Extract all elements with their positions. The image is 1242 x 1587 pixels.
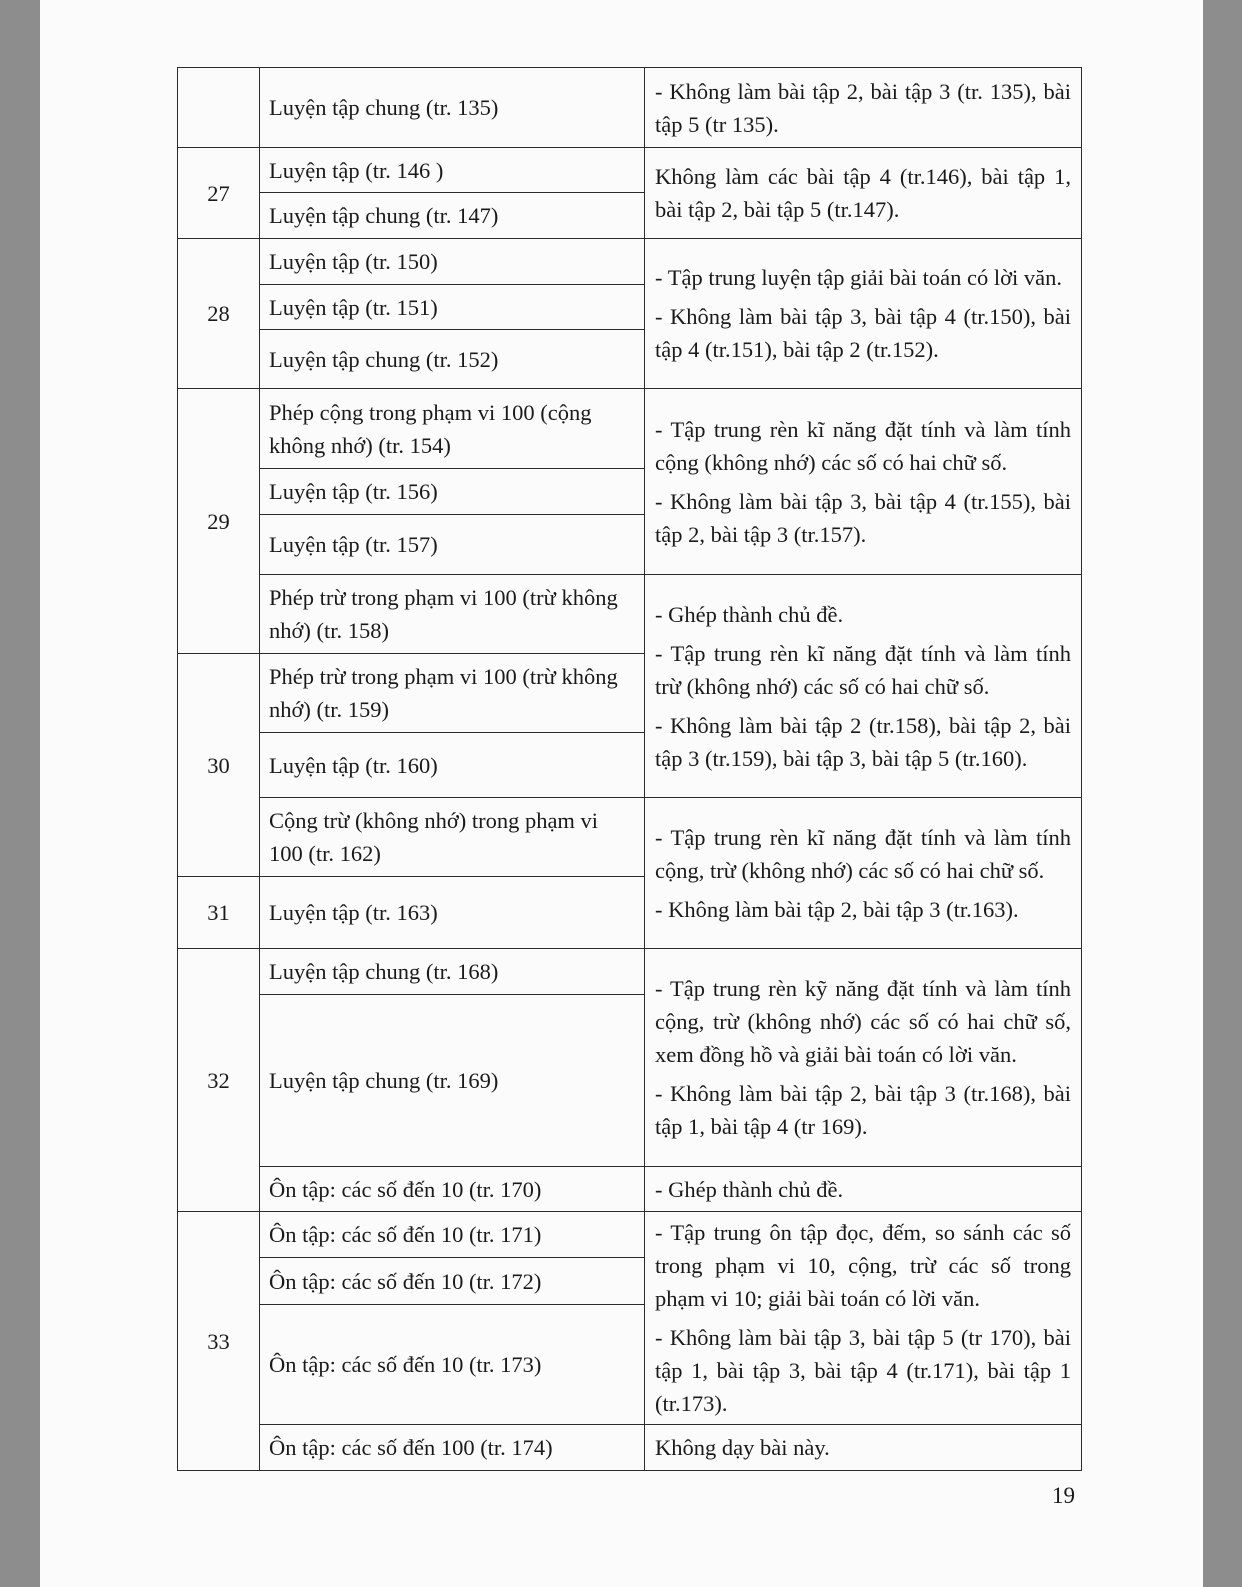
lesson-cell: Luyện tập (tr. 151) bbox=[260, 285, 645, 330]
week-cell bbox=[178, 68, 260, 148]
lesson-cell: Ôn tập: các số đến 10 (tr. 171) bbox=[260, 1212, 645, 1258]
table-row bbox=[178, 1212, 1082, 1258]
lesson-cell: Luyện tập (tr. 156) bbox=[260, 469, 645, 515]
lesson-cell: Ôn tập: các số đến 10 (tr. 172) bbox=[260, 1258, 645, 1304]
week-cell: 32 bbox=[178, 949, 260, 1212]
lesson-cell: Luyện tập chung (tr. 152) bbox=[260, 330, 645, 389]
table-row bbox=[178, 949, 1082, 995]
note-line: - Tập trung ôn tập đọc, đếm, so sánh các số trong phạm vi 10, cộng, trừ các số trong phạm vi 10; giải bài toán có lời văn. bbox=[655, 1220, 1071, 1311]
week-cell: 27 bbox=[178, 148, 260, 239]
note-line: - Không làm bài tập 3, bài tập 4 (tr.150), bài tập 4 (tr.151), bài tập 2 (tr.152). bbox=[655, 304, 1071, 362]
notes-cell bbox=[645, 1167, 1082, 1212]
note-line: - Không làm bài tập 2, bài tập 3 (tr.163). bbox=[655, 896, 1019, 922]
notes-cell bbox=[645, 798, 1082, 949]
document-page bbox=[40, 0, 1203, 1587]
lesson-cell: Ôn tập: các số đến 10 (tr. 170) bbox=[260, 1167, 645, 1212]
note-line: - Tập trung luyện tập giải bài toán có lời văn. bbox=[655, 265, 1062, 290]
note-line: Không làm các bài tập 4 (tr.146), bài tập 1, bài tập 2, bài tập 5 (tr.147). bbox=[655, 164, 1071, 222]
note-line: - Ghép thành chủ đề. bbox=[655, 601, 844, 627]
notes-cell bbox=[645, 148, 1082, 239]
lesson-cell: Luyện tập (tr. 150) bbox=[260, 239, 645, 285]
note-line: - Không làm bài tập 3, bài tập 4 (tr.155), bài tập 2, bài tập 3 (tr.157). bbox=[655, 488, 1071, 547]
week-cell: 28 bbox=[178, 239, 260, 389]
lesson-cell: Ôn tập: các số đến 100 (tr. 174) bbox=[260, 1425, 645, 1471]
notes-cell bbox=[645, 389, 1082, 575]
notes-cell bbox=[645, 575, 1082, 798]
note-line: - Tập trung rèn kĩ năng đặt tính và làm tính trừ (không nhớ) các số có hai chữ số. bbox=[655, 640, 1071, 699]
table-row bbox=[178, 389, 1082, 469]
notes-cell bbox=[645, 949, 1082, 1167]
week-cell: 29 bbox=[178, 389, 260, 654]
lesson-cell: Cộng trừ (không nhớ) trong phạm vi 100 (tr. 162) bbox=[260, 798, 645, 877]
page-number: 19 bbox=[1052, 1483, 1075, 1508]
table-row bbox=[178, 148, 1082, 193]
lesson-cell: Luyện tập chung (tr. 147) bbox=[260, 193, 645, 239]
table-row bbox=[178, 798, 1082, 877]
lesson-cell: Luyện tập (tr. 163) bbox=[260, 877, 645, 949]
lesson-cell: Luyện tập (tr. 160) bbox=[260, 733, 645, 798]
table-row bbox=[178, 1425, 1082, 1471]
lesson-cell: Luyện tập chung (tr. 135) bbox=[260, 68, 645, 148]
lesson-cell: Ôn tập: các số đến 10 (tr. 173) bbox=[260, 1304, 645, 1424]
table-row bbox=[178, 239, 1082, 285]
note-line: - Tập trung rèn kĩ năng đặt tính và làm tính cộng, trừ (không nhớ) các số có hai chữ số. bbox=[655, 824, 1071, 883]
notes-cell bbox=[645, 1212, 1082, 1425]
table-row bbox=[178, 68, 1082, 148]
lesson-adjustment-table bbox=[177, 67, 1082, 1471]
lesson-cell: Phép trừ trong phạm vi 100 (trừ không nhớ) (tr. 158) bbox=[260, 575, 645, 654]
lesson-cell: Phép cộng trong phạm vi 100 (cộng không nhớ) (tr. 154) bbox=[260, 389, 645, 469]
lesson-cell: Phép trừ trong phạm vi 100 (trừ không nhớ) (tr. 159) bbox=[260, 654, 645, 733]
note-line: - Không làm bài tập 2, bài tập 3 (tr.168), bài tập 1, bài tập 4 (tr 169). bbox=[655, 1081, 1071, 1139]
week-cell: 30 bbox=[178, 654, 260, 877]
notes-cell bbox=[645, 68, 1082, 148]
lesson-cell: Luyện tập (tr. 146 ) bbox=[260, 148, 645, 193]
note-line: - Tập trung rèn kỹ năng đặt tính và làm tính cộng, trừ (không nhớ) các số có hai chữ số, xem đồng hồ và giải bài toán có lời văn. bbox=[655, 976, 1071, 1067]
table-row bbox=[178, 1167, 1082, 1212]
notes-cell bbox=[645, 239, 1082, 389]
note-line: - Ghép thành chủ đề. bbox=[655, 1176, 844, 1202]
note-line: - Không làm bài tập 2 (tr.158), bài tập 2, bài tập 3 (tr.159), bài tập 3, bài tập 5 (tr.160). bbox=[655, 712, 1071, 771]
lesson-cell: Luyện tập chung (tr. 169) bbox=[260, 995, 645, 1167]
table-row bbox=[178, 575, 1082, 654]
note-line: Không dạy bài này. bbox=[655, 1435, 830, 1460]
note-line: - Không làm bài tập 3, bài tập 5 (tr 170), bài tập 1, bài tập 3, bài tập 4 (tr.171), bài tập 1 (tr.173). bbox=[655, 1325, 1071, 1416]
lesson-cell: Luyện tập (tr. 157) bbox=[260, 515, 645, 575]
week-cell: 31 bbox=[178, 877, 260, 949]
lesson-cell: Luyện tập chung (tr. 168) bbox=[260, 949, 645, 995]
note-line: - Không làm bài tập 2, bài tập 3 (tr. 135), bài tập 5 (tr 135). bbox=[655, 78, 1071, 137]
week-cell: 33 bbox=[178, 1212, 260, 1471]
notes-cell bbox=[645, 1425, 1082, 1471]
note-line: - Tập trung rèn kĩ năng đặt tính và làm tính cộng (không nhớ) các số có hai chữ số. bbox=[655, 416, 1071, 475]
